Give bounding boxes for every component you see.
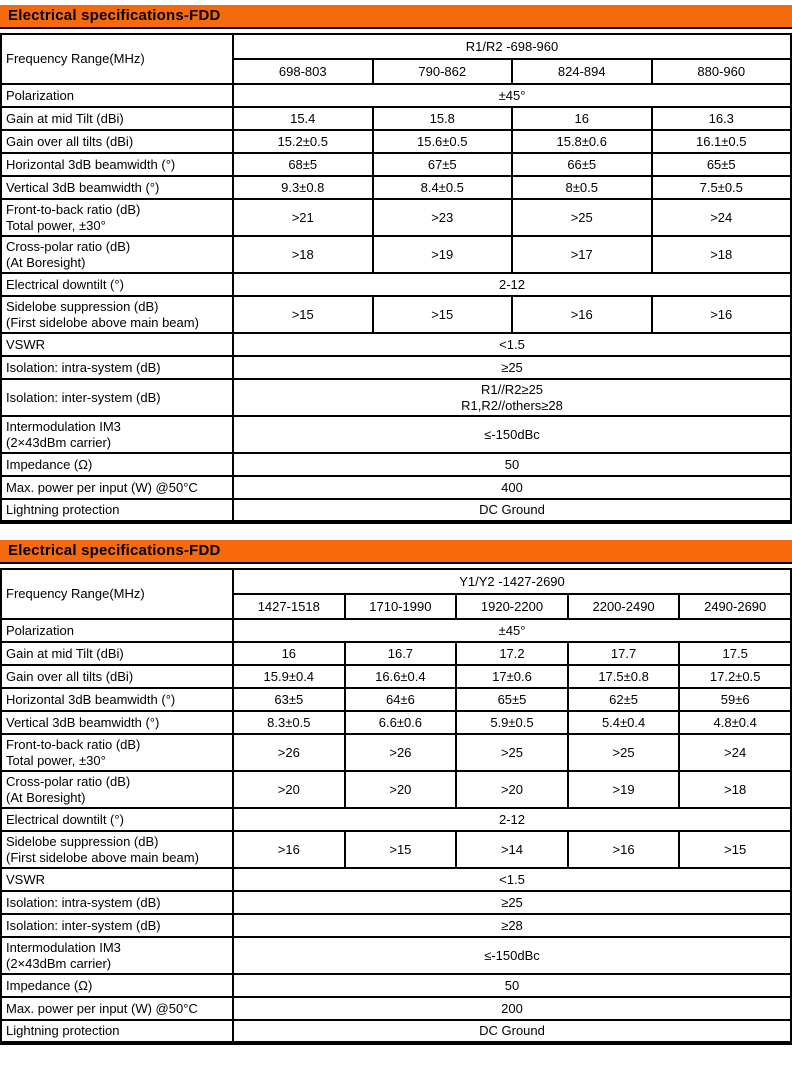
spec-value	[345, 665, 457, 688]
spec-value-line: 59±6	[720, 691, 750, 707]
sub-band-header	[652, 59, 792, 84]
spec-value-line: 15.9±0.4	[263, 668, 315, 684]
spec-value-span	[233, 356, 791, 379]
sub-band-header	[233, 594, 345, 619]
row-label-line: Intermodulation IM3	[6, 419, 121, 435]
spec-value-line: >14	[500, 841, 524, 857]
row-label-line: Gain at mid Tilt (dBi)	[6, 645, 124, 661]
spec-value	[373, 153, 513, 176]
row-label-line: Intermodulation IM3	[6, 940, 121, 956]
spec-value	[652, 176, 792, 199]
row-label	[1, 34, 233, 84]
row-label	[1, 665, 233, 688]
row-label	[1, 333, 233, 356]
spec-value-line: >15	[431, 306, 454, 322]
row-label-line: (First sidelobe above main beam)	[6, 314, 199, 330]
spec-value	[233, 711, 345, 734]
spec-value-span	[233, 997, 791, 1020]
spec-value-span-line: 50	[504, 977, 520, 993]
spec-value-span	[233, 974, 791, 997]
spec-value-line: >15	[291, 306, 314, 322]
spec-value-span	[233, 273, 791, 296]
row-label-line: Polarization	[6, 622, 74, 638]
spec-value-line: 17±0.6	[492, 668, 532, 684]
row-label	[1, 84, 233, 107]
spec-value-line: 17.2±0.5	[709, 668, 761, 684]
row-label	[1, 476, 233, 499]
band-title-line: Y1/Y2 -1427-2690	[459, 573, 565, 589]
spec-value	[373, 236, 513, 273]
row-label	[1, 569, 233, 619]
spec-value-line: 64±6	[385, 691, 415, 707]
row-label	[1, 974, 233, 997]
spec-value-span-line: DC Ground	[479, 502, 545, 518]
spec-value-span-line: ≥25	[501, 894, 523, 910]
spec-value-line: >25	[500, 744, 524, 760]
spec-value	[568, 734, 680, 771]
spec-value	[652, 296, 792, 333]
spec-value-line: 17.5	[722, 645, 748, 661]
spec-value	[373, 107, 513, 130]
spec-value	[233, 665, 345, 688]
spec-value-line: >26	[277, 744, 300, 760]
row-label	[1, 296, 233, 333]
spec-value-line: >16	[570, 306, 593, 322]
spec-value	[512, 296, 652, 333]
spec-value-line: 15.2±0.5	[277, 133, 328, 149]
spec-value	[568, 688, 680, 711]
spec-value	[345, 711, 457, 734]
spec-value	[652, 130, 792, 153]
row-label	[1, 1020, 233, 1043]
spec-value	[233, 771, 345, 808]
sub-band-header	[373, 59, 513, 84]
row-label	[1, 356, 233, 379]
spec-value-span-line: ≥28	[501, 917, 523, 933]
sub-band-header	[568, 594, 680, 619]
row-label-line: Cross-polar ratio (dB)	[6, 239, 131, 255]
spec-value-span	[233, 333, 791, 356]
row-label-line: VSWR	[6, 336, 45, 352]
spec-value	[345, 831, 457, 868]
spec-value-line: 65±5	[706, 156, 736, 172]
spec-value	[456, 665, 568, 688]
row-label-line: Impedance (Ω)	[6, 977, 93, 993]
spec-value-line: 8.4±0.5	[420, 179, 464, 195]
spec-value-line: >24	[710, 209, 733, 225]
spec-value-line: >23	[431, 209, 454, 225]
spec-value-line: >15	[389, 841, 412, 857]
spec-value-line: 5.4±0.4	[601, 714, 646, 730]
sub-band-header-line: 2200-2490	[592, 598, 655, 614]
row-label	[1, 711, 233, 734]
row-label	[1, 130, 233, 153]
band-title-line: R1/R2 -698-960	[465, 38, 559, 54]
spec-value-span-line: <1.5	[499, 336, 525, 352]
row-label	[1, 107, 233, 130]
spec-value	[568, 711, 680, 734]
spec-table-high-band	[0, 568, 792, 1045]
spec-value-span	[233, 891, 791, 914]
row-label-line: Electrical downtilt (°)	[6, 811, 124, 827]
row-label-line: Gain over all tilts (dBi)	[6, 133, 134, 149]
row-label	[1, 891, 233, 914]
spec-value-line: >18	[724, 781, 747, 797]
sub-band-header	[456, 594, 568, 619]
row-label-line: Front-to-back ratio (dB)	[6, 202, 141, 218]
spec-value-line: >25	[570, 209, 593, 225]
row-label	[1, 937, 233, 974]
spec-value-span-line: 2-12	[498, 276, 526, 292]
spec-value-span	[233, 476, 791, 499]
spec-value-line: 68±5	[288, 156, 318, 172]
spec-value-line: >25	[612, 744, 635, 760]
spec-value-span-line: R1,R2//others≥28	[461, 397, 563, 413]
row-label	[1, 808, 233, 831]
spec-value-span	[233, 808, 791, 831]
row-label	[1, 868, 233, 891]
spec-value-span-line: ≤-150dBc	[484, 426, 540, 442]
row-label-line: Total power, ±30°	[6, 217, 106, 233]
spec-value	[373, 296, 513, 333]
spec-value-span-line: R1//R2≥25	[480, 382, 544, 398]
row-label-line: Vertical 3dB beamwidth (°)	[6, 714, 160, 730]
spec-value	[373, 176, 513, 199]
sub-band-header	[345, 594, 457, 619]
spec-table-low-band	[0, 33, 792, 524]
spec-value-span	[233, 937, 791, 974]
spec-value	[456, 771, 568, 808]
sub-band-header-line: 698-803	[278, 63, 327, 79]
spec-value	[345, 734, 457, 771]
spec-value-line: 4.8±0.4	[713, 714, 757, 730]
spec-value	[233, 296, 373, 333]
sub-band-header-line: 824-894	[557, 63, 606, 79]
sub-band-header	[679, 594, 791, 619]
row-label-line: Max. power per input (W) @50°C	[6, 479, 198, 495]
spec-value-line: >15	[724, 841, 747, 857]
spec-value	[233, 130, 373, 153]
spec-value-line: >20	[277, 781, 300, 797]
row-label	[1, 831, 233, 868]
spec-value-line: 16.6±0.4	[375, 668, 426, 684]
spec-value-line: 6.6±0.6	[378, 714, 423, 730]
row-label-line: (First sidelobe above main beam)	[6, 849, 199, 865]
spec-value	[456, 711, 568, 734]
spec-value	[345, 771, 457, 808]
spec-value-line: 15.4	[290, 110, 316, 126]
row-label-line: Polarization	[6, 87, 74, 103]
spec-value-line: 16	[281, 645, 297, 661]
spec-value-line: 67±5	[427, 156, 457, 172]
row-label	[1, 642, 233, 665]
row-label-line: Electrical downtilt (°)	[6, 276, 124, 292]
sub-band-header	[233, 59, 373, 84]
spec-value	[233, 176, 373, 199]
row-label-line: Total power, ±30°	[6, 752, 106, 768]
spec-value	[679, 734, 791, 771]
section-title: Electrical specifications-FDD	[8, 542, 221, 559]
row-label	[1, 236, 233, 273]
row-label	[1, 273, 233, 296]
row-label-line: (2×43dBm carrier)	[6, 955, 112, 971]
spec-value	[456, 734, 568, 771]
row-label-line: Gain over all tilts (dBi)	[6, 668, 134, 684]
row-label-line: Isolation: intra-system (dB)	[6, 359, 161, 375]
spec-value	[345, 642, 457, 665]
spec-value-span-line: ±45°	[498, 87, 526, 103]
spec-value-line: 15.8	[429, 110, 455, 126]
row-label	[1, 734, 233, 771]
spec-section-low-band	[0, 5, 792, 524]
spec-value	[233, 199, 373, 236]
spec-value	[233, 236, 373, 273]
spec-value	[568, 642, 680, 665]
row-label-line: Isolation: inter-system (dB)	[6, 389, 161, 405]
spec-value	[233, 688, 345, 711]
spec-value	[233, 734, 345, 771]
row-label	[1, 619, 233, 642]
spec-value-line: 8.3±0.5	[267, 714, 311, 730]
sub-band-header-line: 880-960	[697, 63, 746, 79]
spec-value-span	[233, 499, 791, 522]
spec-value	[456, 642, 568, 665]
spec-value-line: >16	[710, 306, 733, 322]
spec-value-span	[233, 619, 791, 642]
row-label-line: (2×43dBm carrier)	[6, 434, 112, 450]
spec-value-line: >17	[570, 246, 593, 262]
spec-value-span	[233, 1020, 791, 1043]
spec-value	[345, 688, 457, 711]
spec-value-line: >19	[612, 781, 635, 797]
spec-value	[233, 107, 373, 130]
row-label-line: Cross-polar ratio (dB)	[6, 774, 131, 790]
spec-value-line: >18	[710, 246, 733, 262]
spec-value	[512, 236, 652, 273]
spec-value-line: 62±5	[609, 691, 638, 707]
spec-value	[568, 665, 680, 688]
spec-value-line: 16.7	[387, 645, 414, 661]
spec-value-line: 65±5	[497, 691, 527, 707]
spec-value-line: 16.1±0.5	[695, 133, 747, 149]
spec-value	[679, 642, 791, 665]
row-label-line: Lightning protection	[6, 502, 120, 518]
band-title	[233, 569, 791, 594]
spec-value-span	[233, 453, 791, 476]
row-label	[1, 176, 233, 199]
sub-band-header-line: 790-862	[418, 63, 467, 79]
spec-value-span-line: ≤-150dBc	[484, 947, 540, 963]
spec-value	[512, 130, 652, 153]
spec-value	[373, 130, 513, 153]
sub-band-header-line: 1427-1518	[257, 598, 320, 614]
row-label	[1, 416, 233, 453]
spec-value-span	[233, 379, 791, 416]
row-label-line: Frequency Range(MHz)	[6, 51, 145, 67]
spec-value	[512, 176, 652, 199]
spec-value-line: 5.9±0.5	[490, 714, 534, 730]
spec-value	[679, 831, 791, 868]
row-label-line: Gain at mid Tilt (dBi)	[6, 110, 124, 126]
row-label	[1, 499, 233, 522]
spec-value-span-line: DC Ground	[479, 1023, 545, 1039]
spec-value-line: >19	[431, 246, 454, 262]
spec-value-span	[233, 84, 791, 107]
spec-value-line: 17.7	[610, 645, 637, 661]
row-label-line: Horizontal 3dB beamwidth (°)	[6, 691, 176, 707]
row-label-line: VSWR	[6, 871, 45, 887]
spec-value-span-line: 200	[501, 1000, 523, 1016]
spec-value-line: 17.5±0.8	[598, 668, 649, 684]
section-header	[0, 5, 792, 29]
spec-value-span-line: ±45°	[498, 622, 526, 638]
row-label-line: Isolation: intra-system (dB)	[6, 894, 161, 910]
spec-value-line: >24	[724, 744, 747, 760]
row-label-line: Sidelobe suppression (dB)	[6, 834, 159, 850]
sub-band-header-line: 1710-1990	[369, 598, 432, 614]
row-label-line: Frequency Range(MHz)	[6, 586, 145, 602]
section-title: Electrical specifications-FDD	[8, 7, 221, 24]
spec-value	[568, 831, 680, 868]
spec-value-line: 16	[574, 110, 589, 126]
spec-value	[652, 107, 792, 130]
spec-section-high-band	[0, 540, 792, 1045]
spec-value-line: 15.8±0.6	[556, 133, 607, 149]
spec-value-line: >16	[612, 841, 635, 857]
spec-value-line: >26	[389, 744, 412, 760]
spec-value	[652, 236, 792, 273]
spec-value-line: >20	[389, 781, 412, 797]
row-label-line: Isolation: inter-system (dB)	[6, 917, 161, 933]
spec-value-line: 7.5±0.5	[699, 179, 743, 195]
spec-value	[233, 642, 345, 665]
spec-value	[679, 771, 791, 808]
spec-value-line: 8±0.5	[565, 179, 598, 195]
spec-value-line: 15.6±0.5	[416, 133, 468, 149]
spec-value	[512, 107, 652, 130]
spec-value-line: 9.3±0.8	[281, 179, 325, 195]
spec-value-line: 66±5	[567, 156, 597, 172]
sub-band-header-line: 2490-2690	[704, 598, 767, 614]
spec-value-line: >21	[291, 209, 314, 225]
row-label-line: Impedance (Ω)	[6, 456, 93, 472]
row-label	[1, 453, 233, 476]
spec-value	[456, 831, 568, 868]
spec-value	[568, 771, 680, 808]
spec-value	[233, 831, 345, 868]
sub-band-header	[512, 59, 652, 84]
row-label-line: Sidelobe suppression (dB)	[6, 299, 159, 315]
spec-value	[679, 688, 791, 711]
spec-value	[679, 711, 791, 734]
row-label-line: (At Boresight)	[6, 254, 86, 270]
spec-value-line: >16	[277, 841, 300, 857]
spec-value	[512, 199, 652, 236]
spec-value	[679, 665, 791, 688]
row-label	[1, 914, 233, 937]
row-label-line: Lightning protection	[6, 1023, 120, 1039]
spec-value-line: >18	[291, 246, 314, 262]
row-label	[1, 199, 233, 236]
row-label-line: (At Boresight)	[6, 789, 86, 805]
row-label-line: Front-to-back ratio (dB)	[6, 737, 141, 753]
row-label	[1, 688, 233, 711]
spec-value-span-line: 50	[504, 456, 520, 472]
row-label	[1, 153, 233, 176]
row-label-line: Horizontal 3dB beamwidth (°)	[6, 156, 176, 172]
spec-value-span-line: 2-12	[498, 811, 526, 827]
sub-band-header-line: 1920-2200	[480, 598, 544, 614]
spec-value-line: 17.2	[499, 645, 525, 661]
spec-value-span-line: <1.5	[499, 871, 525, 887]
row-label	[1, 997, 233, 1020]
spec-value	[456, 688, 568, 711]
spec-value-span-line: 400	[501, 479, 523, 495]
row-label-line: Vertical 3dB beamwidth (°)	[6, 179, 160, 195]
row-label-line: Max. power per input (W) @50°C	[6, 1000, 198, 1016]
spec-value	[652, 199, 792, 236]
spec-value-span	[233, 416, 791, 453]
band-title	[233, 34, 791, 59]
row-label	[1, 379, 233, 416]
spec-value	[652, 153, 792, 176]
spec-value	[512, 153, 652, 176]
spec-value	[373, 199, 513, 236]
spec-value-span	[233, 868, 791, 891]
spec-value-line: 63±5	[274, 691, 304, 707]
row-label	[1, 771, 233, 808]
spec-value	[233, 153, 373, 176]
spec-value-line: 16.3	[708, 110, 734, 126]
section-header	[0, 540, 792, 564]
spec-value-span	[233, 914, 791, 937]
spec-value-span-line: ≥25	[501, 359, 523, 375]
spec-value-line: >20	[500, 781, 524, 797]
